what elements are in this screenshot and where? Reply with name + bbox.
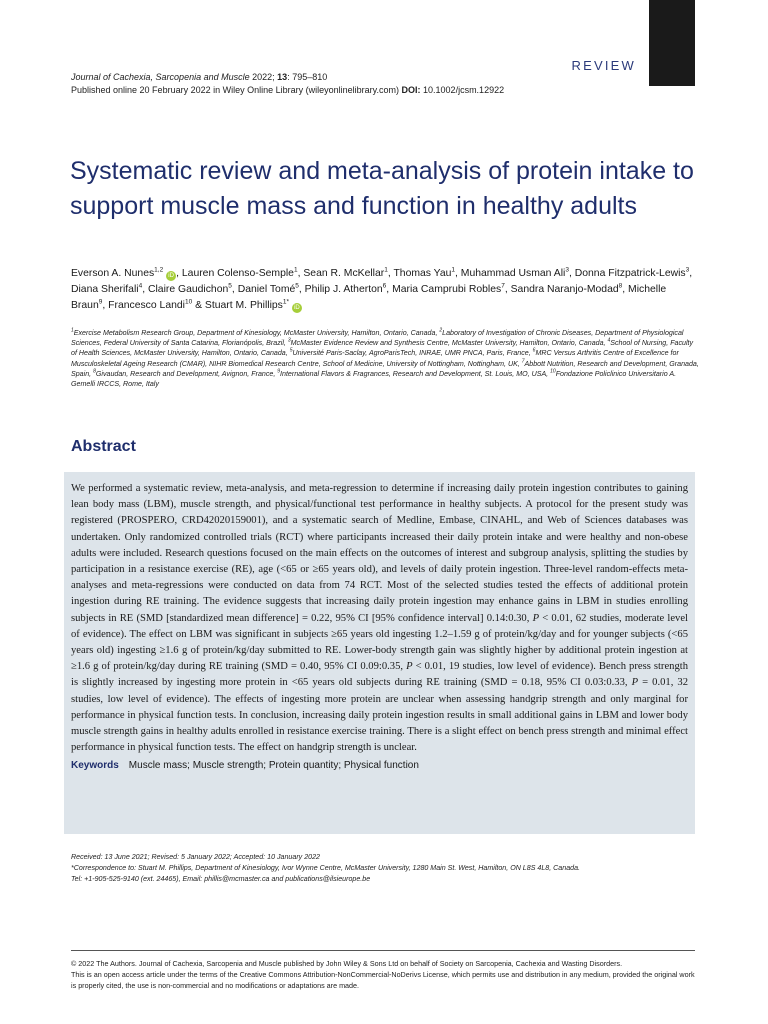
license-notice [71, 958, 699, 991]
affiliation-marker: 3 [287, 337, 291, 344]
author-name: Michelle Braun [71, 284, 667, 311]
author-entry [238, 284, 299, 295]
author-entry [393, 268, 455, 279]
keywords-label: Keywords [71, 760, 119, 772]
author-name: Diana Sherifali [71, 284, 139, 295]
affiliation-text: Abbott Nutrition, Research and Development, Granada, Spain, [71, 359, 699, 378]
author-entry [205, 300, 302, 311]
affiliation-marker: 5 [289, 348, 293, 355]
affiliation-text: International Flavors & Fragrances, Research and Development, St. Louis, MO, USA, [280, 369, 551, 378]
orcid-icon[interactable]: iD [292, 303, 302, 313]
affiliation-text: Exercise Metabolism Research Group, Department of Kinesiology, McMaster University, Hamilton, Ontario, Canada, [73, 329, 440, 337]
affiliation-marker: 2 [439, 327, 443, 334]
author-affiliation-marker: 8 [618, 282, 623, 290]
author-affiliation-marker: 7 [501, 282, 505, 290]
author-name: Francesco Landi [108, 300, 185, 311]
citation-line [71, 71, 504, 84]
author-affiliation-marker: 9 [98, 298, 103, 306]
author-affiliation-marker: 1 [451, 266, 456, 274]
affiliation-marker: 1 [71, 327, 74, 334]
author-affiliation-marker: 1 [384, 266, 388, 274]
author-name: Muhammad Usman Ali [460, 268, 566, 279]
affiliation-text: Fondazione Policlinico Universitario A. Gemelli IRCCS, Rome, Italy [71, 369, 677, 389]
journal-year: 2022; [252, 72, 275, 82]
abstract-text [71, 481, 688, 756]
author-affiliation-marker: 3 [685, 266, 690, 274]
author-entry [461, 268, 569, 279]
copyright-line: © 2022 The Authors. Journal of Cachexia, Sarcopenia and Muscle published by John Wiley & Sons Ltd on behalf of Society on Sarcopenia, Cachexia and Wasting Disorders. [71, 959, 623, 968]
affiliation-text: Université Paris-Saclay, AgroParisTech, INRAE, UMR PNCA, Paris, France, [292, 349, 533, 358]
abstract-heading: Abstract [71, 438, 136, 455]
author-name: Stuart M. Phillips [204, 300, 283, 311]
journal-pages: : 795–810 [287, 72, 328, 82]
p-value-symbol: P [532, 612, 540, 624]
author-name: Philip J. Atherton [304, 284, 383, 295]
author-entry [392, 284, 505, 295]
journal-info [71, 71, 504, 97]
orcid-icon[interactable]: iD [166, 271, 176, 281]
author-name: Thomas Yau [393, 268, 452, 279]
author-entry [108, 300, 192, 311]
affiliation-marker: 4 [607, 337, 611, 344]
abstract-part-2: < 0.01, 62 studies, moderate level of evidence). The effect on LBM was significant in subjects ≥65 years old ingesting 1.2–1.59 g of protein/kg/day and for younger subjects (<65 years old) ingesting ≥1.6 g of protein/kg/day submitted to RE. Lower-body strength gain was slightly higher by additional protein ingestion at ≥1.6 g of protein/kg/day during RE training (SMD = 0.40, 95% CI 0.09:0.35, [71, 612, 688, 673]
affiliation-marker: 10 [550, 368, 556, 375]
affiliation-marker: 7 [521, 358, 525, 365]
author-entry [148, 284, 232, 295]
author-name: Claire Gaudichon [147, 284, 229, 295]
author-affiliation-marker: 3 [565, 266, 569, 274]
keywords [71, 760, 688, 771]
author-name: Sandra Naranjo-Modad [510, 284, 619, 295]
p-value-symbol: P [631, 677, 639, 689]
author-entry [71, 268, 176, 279]
affiliation-text: School of Nursing, Faculty of Health Sciences, McMaster University, Hamilton, Ontario, Canada, [71, 339, 694, 358]
author-name: Everson A. Nunes [71, 268, 155, 279]
contact-info: Tel: +1-905-525-9140 (ext. 24465), Email: phillis@mcmaster.ca and publications@ilsieurope.be [71, 875, 371, 883]
abstract-box [64, 472, 695, 834]
license-text: This is an open access article under the terms of the Creative Commons Attribution-NonCommercial-NoDerivs License, which permits use and distribution in any medium, provided the original work is properly cited, the use is non-commercial and no modifications or adaptations are made. [71, 970, 695, 990]
abstract-part-1: We performed a systematic review, meta-analysis, and meta-regression to determine if increasing daily protein ingestion contributes to gaining lean body mass (LBM), muscle strength, and physical/functional test performance in healthy subjects. A protocol for the present study was registered (PROSPERO, CRD42020159001), and a systematic search of Medline, Embase, CINAHL, and Web of Sciences databases was undertaken. Only randomized controlled trials (RCT) where participants increased their daily protein intake and were healthy and non-obese adults were included. Research questions focused on the main effects on the outcomes of interest and subgroup analysis, splitting the studies by participation in a resistance exercise (RE), age (<65 or ≥65 years old), and levels of daily protein ingestion. Three-level random-effects meta-analyses and meta-regressions were conducted on data from 74 RCT. Most of the selected studies tested the effects of additional protein ingestion during RE training. The evidence suggests that increasing daily protein ingestion may enhance gains in LBM in studies enrolling subjects in RE (SMD [standardized mean difference] = 0.22, 95% CI [95% confidence interval] 0.14:0.30, [71, 483, 688, 624]
journal-name: Journal of Cachexia, Sarcopenia and Muscle [71, 72, 250, 82]
author-name: Lauren Colenso-Semple [181, 268, 294, 279]
affiliation-marker: 6 [532, 348, 536, 355]
section-label: REVIEW [571, 58, 636, 73]
article-title: Systematic review and meta-analysis of protein intake to support muscle mass and function in healthy adults [70, 157, 694, 220]
author-name: Maria Camprubi Robles [392, 284, 502, 295]
abstract-part-3: < 0.01, 19 studies, low level of evidence). Bench press strength is slightly increased by ingesting more protein in <65 years old subjects during RE training (SMD = 0.18, 95% CI 0.03:0.33, [71, 661, 688, 689]
abstract-part-4: = 0.01, 32 studies, low level of evidence). The effects of ingesting more protein are unclear when assessing handgrip strength and only marginal for performance in physical function tests. In conclusion, increasing daily protein ingestion results in small additional gains in LBM and lower body muscle strength gains in healthy adults enrolled in resistance exercise training. There is a slight effect on bench press strength and minimal effect performance in physical function tests. The effect on handgrip strength is unclear. [71, 677, 689, 754]
received-dates: Received: 13 June 2021; Revised: 5 January 2022; Accepted: 10 January 2022 [71, 853, 320, 861]
affiliation-text: Laboratory of Investigation of Chronic Diseases, Department of Physiological Sciences, Federal University of Santa Catarina, Florianópolis, Brazil, [71, 329, 684, 348]
section-tab-marker [649, 0, 695, 86]
author-entry [511, 284, 623, 295]
affiliation-list [71, 328, 699, 389]
author-affiliation-marker: 6 [382, 282, 387, 290]
author-name: Daniel Tomé [237, 284, 296, 295]
correspondence: *Correspondence to: Stuart M. Phillips, Department of Kinesiology, Ivor Wynne Centre, McMaster University, 1280 Main St. West, Hamilton, ON L8S 4L8, Canada. [71, 864, 580, 872]
affiliation-text: Givaudan, Research and Development, Avignon, France, [95, 369, 278, 378]
author-affiliation-marker: 5 [228, 282, 232, 290]
journal-volume: 13 [277, 72, 288, 82]
keywords-text: Muscle mass; Muscle strength; Protein quantity; Physical function [128, 760, 419, 772]
author-affiliation-marker: 5 [295, 282, 299, 290]
received-info [71, 852, 699, 885]
doi-link[interactable]: 10.1002/jcsm.12922 [423, 85, 505, 95]
author-affiliation-marker: 1,2 [154, 266, 164, 274]
author-affiliation-marker: 10 [184, 298, 193, 306]
p-value-symbol: P [406, 661, 413, 673]
author-entry [71, 284, 142, 295]
author-name: Donna Fitzpatrick-Lewis [574, 268, 686, 279]
footer-divider [71, 950, 695, 951]
affiliation-marker: 9 [277, 368, 281, 375]
author-list: Everson A. Nunes$^{1,2}$ iD , Lauren Colenso-Semple$^1$, Sean R. McKellar$^1$, Thomas Yau$^1$, Muhammad Usman Ali$^3$, Donna Fitzpatrick-Lewis$^3$, Diana Sherifali$^4$, Claire Gaudichon$^5$, Daniel Tomé$^5$, Philip J. Atherton$^6$, Maria Camprubi Robles$^7$, Sandra Naranjo-Modad$^8$, Michelle Braun$^9$, Francesco Landi$^{10}$ & Stuart M. Phillips$^{1*}$ iD [71, 266, 693, 311]
affiliation-marker: 8 [93, 368, 96, 375]
author-affiliation-marker: 1* [282, 298, 290, 306]
published-text: Published online 20 February 2022 in Wiley Online Library (wileyonlinelibrary.com) [71, 85, 399, 95]
author-entry [303, 268, 387, 279]
author-name: Sean R. McKellar [303, 268, 385, 279]
doi-label: DOI: [401, 85, 421, 95]
published-line [71, 84, 504, 97]
author-entry [575, 268, 690, 279]
author-entry [305, 284, 387, 295]
author-affiliation-marker: 4 [138, 282, 143, 290]
author-entry [182, 268, 298, 279]
affiliation-text: McMaster Evidence Review and Synthesis Centre, McMaster University, Hamilton, Ontario, Canada, [290, 339, 608, 348]
affiliation-text: MRC Versus Arthritis Centre of Excellence for Musculoskeletal Ageing Research (CMAR), NIHR Biomedical Research Centre, School of Medicine, University of Nottingham, Nottingham, UK, [71, 349, 679, 368]
author-affiliation-marker: 1 [293, 266, 298, 274]
